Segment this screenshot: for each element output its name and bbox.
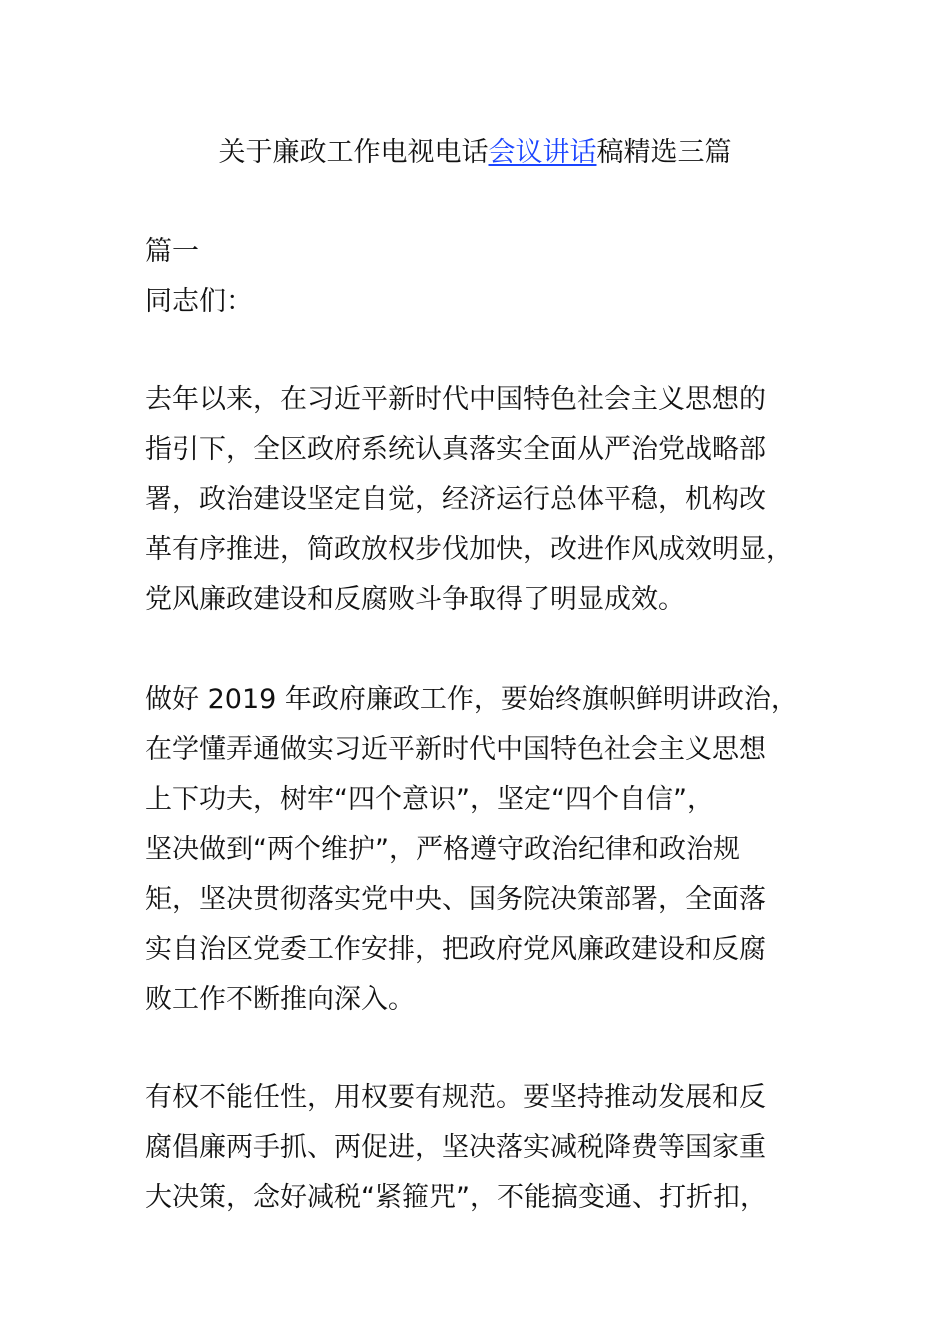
title-text-after: 稿精选三篇 xyxy=(596,137,732,168)
document-title xyxy=(0,133,950,173)
paragraph-line: 坚决做到“两个维护”，严格遵守政治纪律和政治规 xyxy=(145,834,740,865)
paragraph-line: 在学懂弄通做实习近平新时代中国特色社会主义思想 xyxy=(145,734,766,765)
paragraph-3 xyxy=(145,1073,825,1223)
paragraph-line: 革有序推进，简政放权步伐加快，改进作风成效明显， xyxy=(145,534,793,565)
salutation: 同志们： xyxy=(145,286,253,317)
paragraph-line: 有权不能任性，用权要有规范。要坚持推动发展和反 xyxy=(145,1082,766,1113)
paragraph-line: 矩，坚决贯彻落实党中央、国务院决策部署，全面落 xyxy=(145,884,766,915)
paragraph-line: 做好 2019 年政府廉政工作，要始终旗帜鲜明讲政治， xyxy=(145,684,798,715)
paragraph-line: 上下功夫，树牢“四个意识”，坚定“四个自信”， xyxy=(145,784,714,815)
paragraph-line: 大决策，念好减税“紧箍咒”，不能搞变通、打折扣， xyxy=(145,1182,767,1213)
paragraph-1 xyxy=(145,375,825,625)
title-text-before: 关于廉政工作电视电话 xyxy=(218,137,489,168)
paragraph-2 xyxy=(145,675,825,1025)
paragraph-line: 去年以来，在习近平新时代中国特色社会主义思想的 xyxy=(145,384,766,415)
paragraph-line: 党风廉政建设和反腐败斗争取得了明显成效。 xyxy=(145,584,685,615)
paragraph-line: 实自治区党委工作安排，把政府党风廉政建设和反腐 xyxy=(145,934,766,965)
paragraph-line: 署，政治建设坚定自觉，经济运行总体平稳，机构改 xyxy=(145,484,766,515)
paragraph-line: 指引下，全区政府系统认真落实全面从严治党战略部 xyxy=(145,434,766,465)
paragraph-line: 腐倡廉两手抓、两促进，坚决落实减税降费等国家重 xyxy=(145,1132,766,1163)
section-heading: 篇一 xyxy=(145,236,199,267)
title-link-meeting-speech[interactable]: 会议讲话 xyxy=(488,137,597,168)
paragraph-line: 败工作不断推向深入。 xyxy=(145,984,415,1015)
